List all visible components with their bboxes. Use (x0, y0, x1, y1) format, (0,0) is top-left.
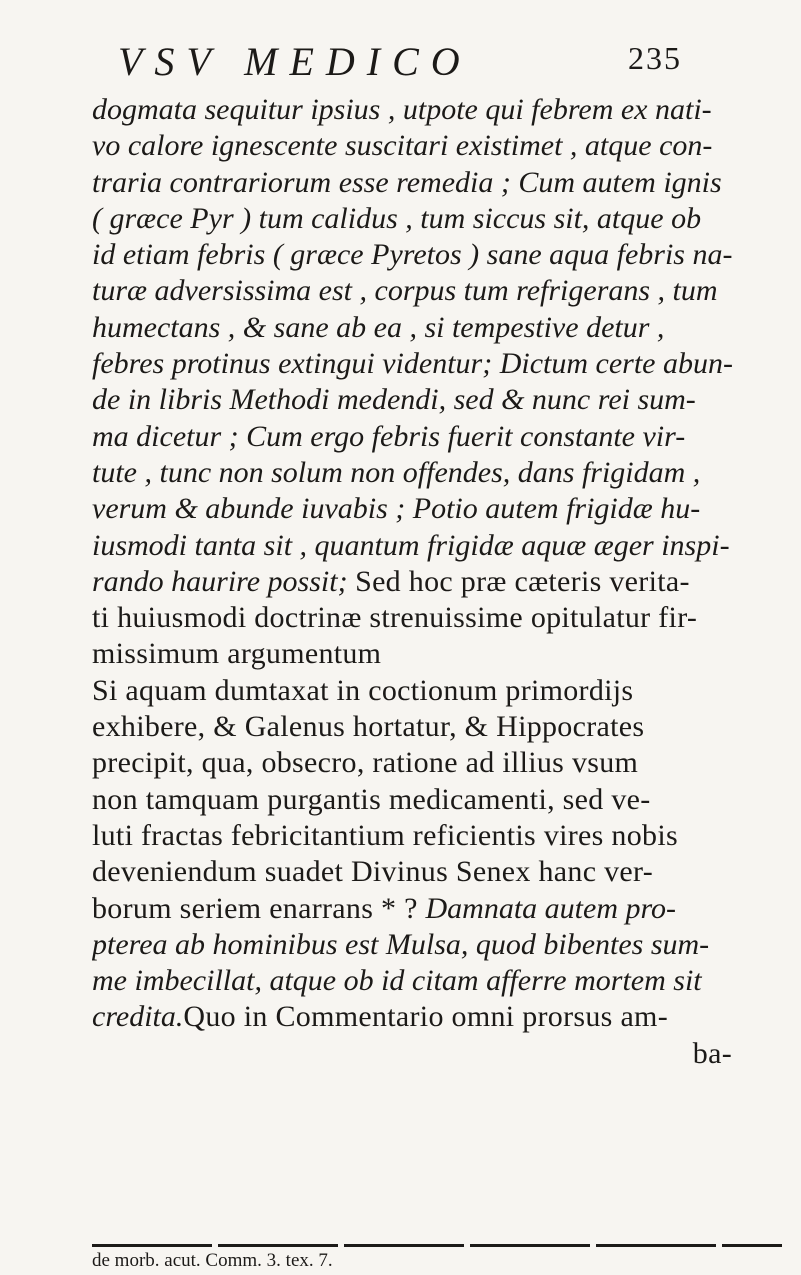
page-number: 235 (628, 40, 682, 76)
roman-run: Si aquam dumtaxat in coctionum primordijs (92, 673, 634, 707)
text-line (92, 600, 792, 636)
text-line (92, 818, 792, 854)
text-line (92, 782, 792, 818)
italic-run: Damnata autem pro- (425, 891, 677, 925)
page-header (118, 38, 682, 90)
text-line (92, 491, 792, 527)
roman-run: deveniendum suadet Divinus Senex hanc ver- (92, 855, 654, 889)
text-line (92, 382, 792, 418)
italic-run: de in libris Methodi medendi, sed & nunc rei sum- (92, 383, 696, 417)
italic-run: turæ adversissima est , corpus tum refrigerans , tum (92, 274, 718, 308)
text-line (92, 963, 792, 999)
body-text (92, 92, 792, 1072)
text-line (92, 310, 792, 346)
text-line (92, 201, 792, 237)
text-line (92, 128, 792, 164)
italic-run: tute , tunc non solum non offendes, dans frigidam , (92, 455, 701, 489)
text-line (92, 927, 792, 963)
text-line (92, 455, 792, 491)
roman-run: non tamquam purgantis medicamenti, sed ve- (92, 782, 651, 816)
text-line (92, 854, 792, 890)
italic-run: humectans , & sane ab ea , si tempestive detur , (92, 310, 665, 344)
roman-run: Quo in Commentario omni prorsus am- (183, 1000, 668, 1034)
footnote-rule (92, 1244, 782, 1247)
italic-run: traria contrariorum esse remedia ; Cum autem ignis (92, 165, 722, 199)
roman-run: ti huiusmodi doctrinæ strenuissime opitulatur fir- (92, 601, 698, 635)
text-line (92, 92, 792, 128)
roman-run: precipit, qua, obsecro, ratione ad illius vsum (92, 746, 639, 780)
italic-run: id etiam febris ( græce Pyretos ) sane aqua febris na- (92, 238, 733, 272)
footnote: de morb. acut. Comm. 3. tex. 7. (92, 1250, 333, 1271)
italic-run: rando haurire possit; (92, 564, 356, 598)
text-line (92, 636, 792, 672)
text-line (92, 165, 792, 201)
text-line (92, 999, 792, 1035)
italic-run: dogmata sequitur ipsius , utpote qui febrem ex nati- (92, 93, 712, 126)
italic-run: credita. (92, 1000, 184, 1034)
text-line (92, 237, 792, 273)
italic-run: pterea ab hominibus est Mulsa, quod bibentes sum- (92, 927, 710, 961)
text-line (92, 709, 792, 745)
running-head: VSV MEDICO (118, 39, 472, 84)
text-line (92, 891, 792, 927)
roman-run: luti fractas febricitantium reficientis vires nobis (92, 818, 678, 852)
text-line (92, 528, 792, 564)
text-line (92, 745, 792, 781)
italic-run: iusmodi tanta sit , quantum frigidæ aquæ æger inspi- (92, 528, 730, 562)
italic-run: ( græce Pyr ) tum calidus , tum siccus sit, atque ob (92, 201, 702, 235)
text-line (92, 273, 792, 309)
text-line (92, 346, 792, 382)
roman-run: exhibere, & Galenus hortatur, & Hippocrates (92, 710, 645, 744)
text-line (92, 673, 792, 709)
italic-run: ma dicetur ; Cum ergo febris fuerit constante vir- (92, 419, 686, 453)
roman-run: ba- (692, 1036, 732, 1070)
italic-run: vo calore ignescente suscitari existimet , atque con- (92, 129, 713, 163)
italic-run: verum & abunde iuvabis ; Potio autem frigidæ hu- (92, 492, 701, 526)
italic-run: me imbecillat, atque ob id citam afferre mortem sit (92, 964, 702, 998)
text-line (92, 564, 792, 600)
roman-run: borum seriem enarrans * ? (92, 891, 426, 925)
italic-run: febres protinus extingui videntur; Dictum certe abun- (92, 347, 733, 381)
roman-run: missimum argumentum (92, 637, 382, 671)
text-line (92, 419, 792, 455)
roman-run: Sed hoc præ cæteris verita- (355, 564, 690, 598)
text-line (92, 1036, 792, 1072)
